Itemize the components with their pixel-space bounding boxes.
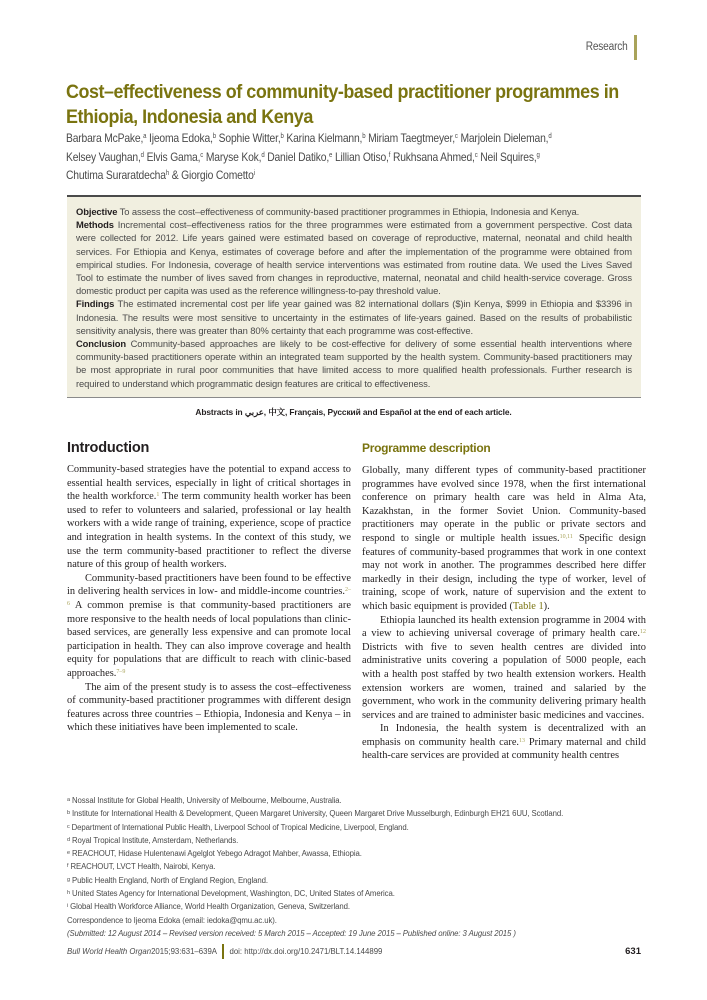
abstract-findings: Findings The estimated incremental cost per life year gained was 82 international dollars ($)in Kenya, $999 in Ethiopia and $3396 in Indonesia. The results were most sensitive to uncertainty in the estimates of life-years gained. Based on the results of probabilistic sensitivity analysis, there was greater than 80% certainty that each programme was cost-effective. <box>76 298 632 336</box>
author: Barbara McPake,$^a$ <box>66 131 147 145</box>
author: Lillian Otiso,$^f$ <box>334 149 391 164</box>
running-head <box>580 34 637 60</box>
author: Karina Kielmann,$^b$ <box>286 131 366 145</box>
abstract-methods: Methods Incremental cost–effectiveness ratios for the three programmes were estimated from a government perspective. Cost data were collected for 2012. Life years gained were estimated based on coverage of reproductive, maternal, neonatal and child health services. For Ethiopia and Kenya, estimates of coverage before and after the implementation of the programme were obtained from empirical studies. For Indonesia, coverage of health service interventions was estimated from routine data. We used the Lives Saved Tool to estimate the number of lives saved from changes in reproductive, maternal, neonatal and child health-service coverage. Gross domestic product per capita was used as the reference willingness-to-pay threshold value. <box>76 219 632 297</box>
abstract-box <box>67 195 641 398</box>
footer-accent-bar <box>222 944 225 959</box>
paragraph: Globally, many different types of community-based practitioner programmes have evolved since 1978, when the first international conference on primary health care was held in Alma Ata, Kazakhstan, in the former Soviet Union. Community-based practitioners may operate in the public or private sectors and respond to single or multiple health issues.$^{10,11}$ Specific design features of community-based programmes that work in one context may not work in another. The programmes described here differ markedly in their design, including the type of worker, level of training, scope of work, nature of supervision and the extent to which basic equipment is provided (Table 1). <box>362 465 647 612</box>
affiliation: $^e$ REACHOUT, Hidase Hulentenawi Agelglot Yebego Adragot Mahber, Awassa, Ethiopia. <box>67 849 362 859</box>
author: Neil Squires,$^g$ <box>480 149 540 164</box>
submission-dates: (Submitted: 12 August 2014 – Revised version received: 5 March 2015 – Accepted: 19 June 2015 – Published online: 3 August 2015 ) <box>67 928 516 938</box>
citation-link[interactable]: 1 <box>156 492 160 499</box>
abstract-label: Objective <box>76 206 118 217</box>
citation-link[interactable]: 13 <box>519 737 526 744</box>
affiliation: $^i$ Global Health Workforce Alliance, World Health Organization, Geneva, Switzerland. <box>67 902 350 912</box>
author: Miriam Taegtmeyer,$^c$ <box>368 131 458 145</box>
affiliation: $^b$ Institute for International Health & Development, Queen Margaret University, Queen Margaret Drive Musselburgh, Edinburgh EH21 6UU, Scotland. <box>67 809 564 819</box>
paragraph: The aim of the present study is to assess the cost–effectiveness of community-based practitioner programmes with different design features across three countries – Ethiopia, Indonesia and Kenya – in which these initiatives have been implemented to scale. <box>67 681 351 734</box>
page-footer <box>67 943 641 959</box>
citation: 2015;93:631–639A <box>151 946 217 956</box>
abstract-label: Findings <box>76 298 115 310</box>
author: & Giorgio Cometto$^i$ <box>171 168 255 182</box>
author: Marjolein Dieleman,$^d$ <box>460 131 552 145</box>
programme-description-heading: Programme description <box>362 441 491 455</box>
abstract-label: Methods <box>76 219 114 231</box>
paragraph: Ethiopia launched its health extension programme in 2004 with a view to achieving universal coverage of primary health care.$^{12}$ Districts with five to seven health centres are divided into administrative units covering a population of 5000 people, each with a health post staffed by two health extension workers. Health extension workers are women, trained and salaried by the government, who work in the community delivering primary health services and are trained to administer basic medicines and vaccines. <box>362 614 646 721</box>
abstract-languages-note: Abstracts in عربي, 中文, Français, Русский and Español at the end of each article. <box>195 407 512 417</box>
author: Sophie Witter,$^b$ <box>218 131 284 145</box>
section-label: Research <box>586 41 628 53</box>
citation-link[interactable]: 10,11 <box>559 533 573 540</box>
table-1-link[interactable]: Table 1 <box>512 600 544 612</box>
author-list <box>66 129 616 185</box>
affiliations-footnotes <box>67 794 657 940</box>
author-line-1 <box>66 129 616 148</box>
section-accent-bar <box>634 35 637 60</box>
citation-link[interactable]: 2–6 <box>67 587 351 607</box>
affiliation: $^h$ United States Agency for International Development, Washington, DC, United States of America. <box>67 889 395 899</box>
page-number: 631 <box>625 945 641 957</box>
introduction-heading: Introduction <box>67 440 150 456</box>
author: Maryse Kok,$^d$ <box>205 149 265 164</box>
author-line-3 <box>66 166 616 185</box>
author: Rukhsana Ahmed,$^c$ <box>392 149 478 164</box>
paragraph: Community-based practitioners have been found to be effective in delivering health services in low- and middle-income countries.$^{2-6}$ A common premise is that community-based practitioners are more responsive to the health needs of local populations than clinic-based services, are generally less expensive and can promote local participation in health. They can also improve coverage and health equity for populations that are difficult to reach with clinic-based approaches.$^{7-9}$ <box>67 572 351 679</box>
programme-description-column <box>362 440 646 763</box>
affiliation: $^g$ Public Health England, North of England Region, England. <box>67 875 268 885</box>
introduction-column <box>67 440 351 735</box>
article-title <box>66 80 619 130</box>
author: Daniel Datiko,$^e$ <box>267 149 333 164</box>
paragraph: In Indonesia, the health system is decentralized with an emphasis on community health care.$^{13}$ Primary maternal and child health-care services are provided at community health centres <box>362 723 646 762</box>
title-line-2: Ethiopia, Indonesia and Kenya <box>66 106 313 128</box>
author: Elvis Gama,$^c$ <box>146 149 204 164</box>
affiliation: $^c$ Department of International Public Health, Liverpool School of Tropical Medicine, Liverpool, England. <box>67 822 409 832</box>
doi-link[interactable]: doi: http://dx.doi.org/10.2471/BLT.14.144899 <box>229 946 383 956</box>
correspondence: Correspondence to Ijeoma Edoka (email: iedoka@qmu.ac.uk). <box>67 915 277 925</box>
abstract-objective: Objective To assess the cost–effectiveness of community-based practitioner programmes in Ethiopia, Indonesia and Kenya. <box>76 206 580 217</box>
journal-name: Bull World Health Organ <box>67 946 152 956</box>
abstract-label: Conclusion <box>76 338 127 350</box>
affiliation: $^a$ Nossal Institute for Global Health, University of Melbourne, Melbourne, Australia. <box>67 796 342 805</box>
affiliation: $^d$ Royal Tropical Institute, Amsterdam, Netherlands. <box>67 835 239 845</box>
title-line-1: Cost–effectiveness of community-based practitioner programmes in <box>66 81 619 103</box>
citation-link[interactable]: 7–9 <box>116 668 126 675</box>
author: Kelsey Vaughan,$^d$ <box>66 149 144 164</box>
citation-link[interactable]: 12 <box>640 629 646 636</box>
author: Chutima Suraratdecha$^h$ <box>66 168 170 182</box>
abstract-conclusion: Conclusion Community-based approaches are likely to be cost-effective for delivery of some essential health interventions where community-based practitioners operate within an integrated team supported by the health system. Community-based practitioners may be most appropriate in rural poor communities that have limited access to more qualified health professionals. Further research is required to understand which programmatic design features are critical to effectiveness. <box>76 338 632 389</box>
affiliation: $^f$ REACHOUT, LVCT Health, Nairobi, Kenya. <box>67 862 216 872</box>
introduction-body <box>67 463 351 735</box>
author: Ijeoma Edoka,$^b$ <box>149 131 216 145</box>
programme-description-body <box>362 464 646 763</box>
paragraph: Community-based strategies have the potential to expand access to essential health services, especially in light of critical shortages in the health workforce.$^1$ The term community health worker has been used to refer to volunteers and salaried, professional or lay health workers with a wide range of training, experience, scope of practice and integration in health systems. In the context of this study, we use the term community-based practitioner to reflect the diverse nature of this group of health workers. <box>67 464 351 571</box>
author-line-2 <box>66 148 616 167</box>
